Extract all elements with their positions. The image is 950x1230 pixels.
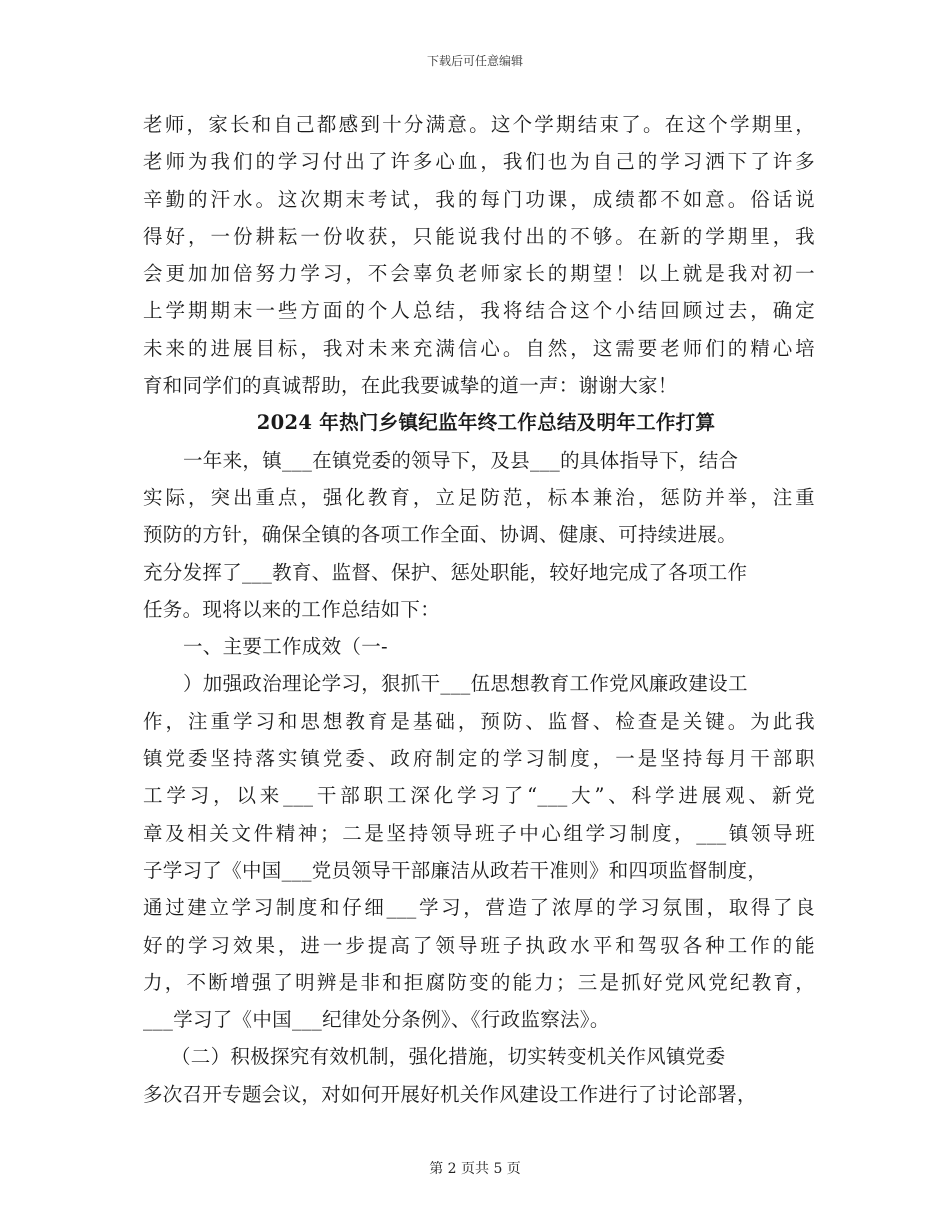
paragraph-line: 通过建立学习制度和仔细___学习，营造了浓厚的学习氛围，取得了良 [143,896,815,920]
document-body [143,106,815,1113]
paragraph-line: 镇党委坚持落实镇党委、政府制定的学习制度，一是坚持每月干部职 [143,747,815,771]
paragraph-line: 多次召开专题会议，对如何开展好机关作风建设工作进行了讨论部署， [143,1082,757,1106]
page-header: 下载后可任意编辑 [426,54,523,68]
paragraph-line: （二）积极探究有效机制，强化措施，切实转变机关作风镇党委 [171,1045,726,1069]
paragraph-line: 工学习，以来___干部职工深化学习了“___大”、科学进展观、新党 [143,784,815,808]
paragraph-line: 子学习了《中国___党员领导干部廉洁从政若干准则》和四项监督制度， [143,858,768,882]
paragraph-line: 作，注重学习和思想教育是基础，预防、监督、检查是关键。为此我 [143,709,815,733]
paragraph-line: 任务。现将以来的工作总结如下： [143,597,441,621]
paragraph-line: 力，不断增强了明辨是非和拒腐防变的能力；三是抓好党风党纪教育， [143,970,815,994]
section-heading: 一、主要工作成效（一- [183,635,388,659]
paragraph-line: ）加强政治理论学习，狠抓干___伍思想教育工作党风廉政建设工 [183,672,748,696]
paragraph-line: 一年来，镇___在镇党委的领导下，及县___的具体指导下，结合 [183,448,739,472]
paragraph-line: 实际，突出重点，强化教育，立足防范，标本兼治，惩防并举，注重 [143,485,815,509]
paragraph-line: 上学期期末一些方面的个人总结，我将结合这个小结回顾过去，确定 [143,299,815,323]
paragraph-line: 老师为我们的学习付出了许多心血，我们也为自己的学习洒下了许多 [143,150,815,174]
page-footer: 第 2 页共 5 页 [429,1161,521,1177]
paragraph-line: 未来的进展目标，我对未来充满信心。自然，这需要老师们的精心培 [143,336,815,360]
paragraph-line: 老师，家长和自己都感到十分满意。这个学期结束了。在这个学期里， [143,113,815,136]
paragraph-line: 辛勤的汗水。这次期末考试，我的每门功课，成绩都不如意。俗话说 [143,187,815,211]
section-title: 2024 年热门乡镇纪监年终工作总结及明年工作打算 [256,411,716,435]
paragraph-line: 育和同学们的真诚帮助，在此我要诚挚的道一声：谢谢大家！ [143,374,678,398]
paragraph-line: 充分发挥了___教育、监督、保护、惩处职能，较好地完成了各项工作 [143,560,748,584]
paragraph-line: 得好，一份耕耘一份收获，只能说我付出的不够。在新的学期里，我 [143,224,815,248]
paragraph-line: ___学习了《中国___纪律处分条例》、《行政监察法》。 [143,1008,610,1032]
paragraph-line: 会更加加倍努力学习，不会辜负老师家长的期望！以上就是我对初一 [143,262,815,286]
paragraph-line: 章及相关文件精神；二是坚持领导班子中心组学习制度，___镇领导班 [143,821,815,845]
paragraph-line: 好的学习效果，进一步提高了领导班子执政水平和驾驭各种工作的能 [143,933,815,957]
paragraph-line: 预防的方针，确保全镇的各项工作全面、协调、健康、可持续进展。 [143,523,738,547]
